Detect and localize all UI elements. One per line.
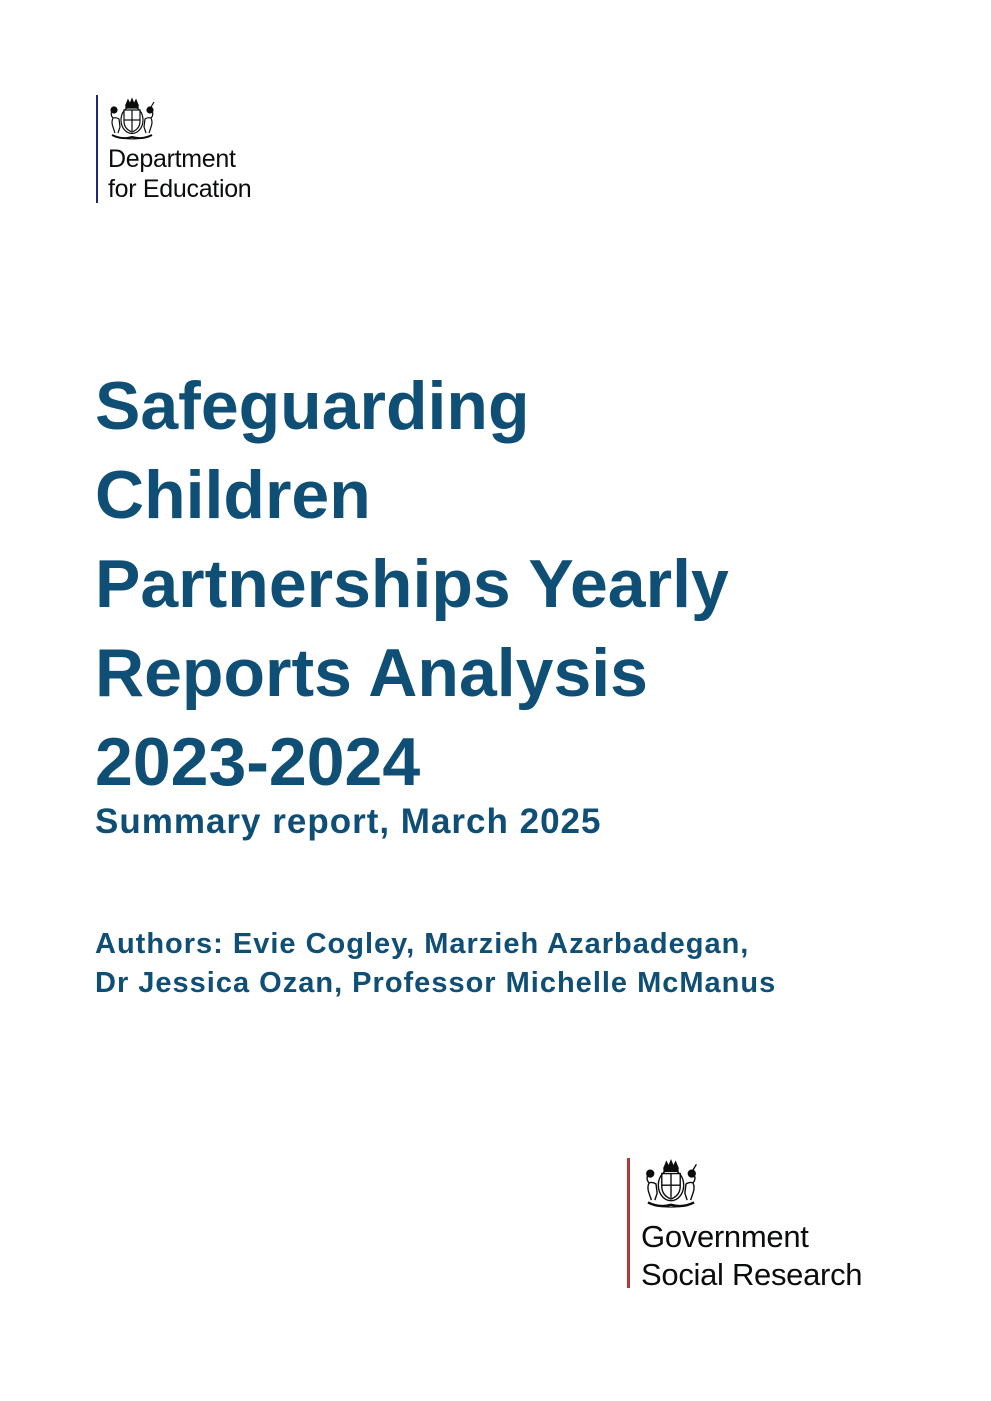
gsr-name: [641, 1218, 862, 1294]
authors-line2: Dr Jessica Ozan, Professor Michelle McManus: [95, 967, 777, 999]
department-name-line1: Department: [108, 145, 236, 173]
logo-rule: [627, 1158, 630, 1288]
report-subtitle: Summary report, March 2025: [95, 802, 602, 841]
dfe-logo: [96, 95, 296, 203]
report-title-line4: Reports Analysis: [95, 635, 648, 711]
gsr-logo: [627, 1158, 907, 1290]
royal-coat-of-arms-icon: [641, 1158, 701, 1210]
gsr-name-line1: Government: [641, 1219, 809, 1254]
report-authors: [95, 925, 776, 1003]
royal-coat-of-arms-icon: [106, 97, 158, 141]
report-title-line5: 2023-2024: [95, 724, 421, 800]
report-title-line2: Children: [95, 457, 371, 533]
report-title-line1: Safeguarding: [95, 368, 530, 444]
authors-line1: Authors: Evie Cogley, Marzieh Azarbadegan,: [95, 928, 750, 960]
department-name-line2: for Education: [108, 175, 252, 203]
report-title: [95, 362, 915, 807]
logo-rule: [96, 95, 98, 203]
department-name: [108, 144, 251, 204]
gsr-name-line2: Social Research: [641, 1257, 863, 1292]
report-title-line3: Partnerships Yearly: [95, 546, 729, 622]
